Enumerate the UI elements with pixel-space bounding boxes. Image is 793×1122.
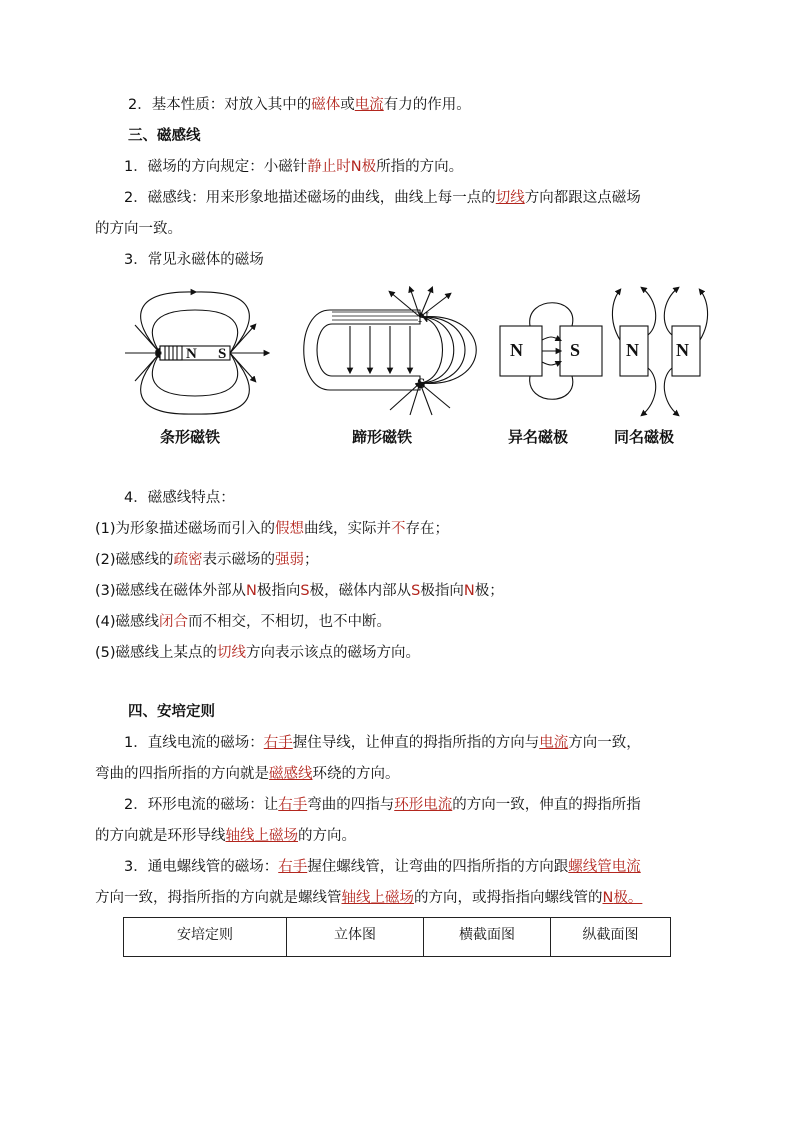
table-header-cell: 立体图 (287, 918, 424, 957)
table-header-cell: 横截面图 (424, 918, 551, 957)
rule-solenoid: 3．通电螺线管的磁场：右手握住螺线管，让弯曲的四指所指的方向跟螺线管电流 (124, 859, 641, 875)
paragraph-magnetic-line-definition-cont: 的方向一致。 (95, 221, 182, 237)
section-heading-magnetic-lines: 三、磁感线 (128, 128, 201, 144)
paragraph-field-direction: 1．磁场的方向规定：小磁针静止时N极所指的方向。 (124, 159, 464, 175)
horseshoe-s-label: S (417, 376, 426, 392)
rule-ring-current-cont: 的方向就是环形导线轴线上磁场的方向。 (95, 828, 356, 844)
table-header-cell: 安培定则 (124, 918, 287, 957)
caption-like-poles: 同名磁极 (614, 428, 675, 446)
feature-5: (5)磁感线上某点的切线方向表示该点的磁场方向。 (95, 645, 421, 661)
rule-solenoid-cont: 方向一致，拇指所指的方向就是螺线管轴线上磁场的方向，或拇指指向螺线管的N极。 (95, 890, 643, 906)
bar-magnet-n-label: N (186, 346, 197, 362)
horseshoe-n-label: N (418, 310, 429, 326)
caption-bar-magnet: 条形磁铁 (160, 428, 221, 446)
rule-ring-current: 2．环形电流的磁场：让右手弯曲的四指与环形电流的方向一致，伸直的拇指所指 (124, 797, 641, 813)
caption-horseshoe-magnet: 蹄形磁铁 (352, 428, 413, 446)
ampere-rule-table (123, 917, 671, 957)
magnet-field-figure (120, 280, 710, 450)
table-header-row (124, 918, 671, 957)
section-heading-ampere-rule: 四、安培定则 (128, 704, 215, 720)
table-header-cell: 纵截面图 (551, 918, 671, 957)
feature-4: (4)磁感线闭合而不相交，不相切，也不中断。 (95, 614, 392, 630)
rule-straight-current-cont: 弯曲的四指所指的方向就是磁感线环绕的方向。 (95, 766, 400, 782)
rule-straight-current: 1．直线电流的磁场：右手握住导线，让伸直的拇指所指的方向与电流方向一致， (124, 735, 641, 751)
opposite-poles-n-label: N (510, 340, 523, 360)
feature-2: (2)磁感线的疏密表示磁场的强弱； (95, 552, 319, 568)
horseshoe-magnet-diagram (304, 288, 477, 415)
paragraph-features-title: 4．磁感线特点： (124, 490, 235, 506)
paragraph-magnetic-line-definition: 2．磁感线：用来形象地描述磁场的曲线，曲线上每一点的切线方向都跟这点磁场 (124, 190, 641, 206)
paragraph-common-magnets: 3．常见永磁体的磁场 (124, 252, 264, 268)
paragraph-basic-property: 2．基本性质：对放入其中的磁体或电流有力的作用。 (128, 97, 471, 113)
bar-magnet-s-label: S (218, 346, 227, 362)
like-poles-left-n-label: N (626, 340, 639, 360)
feature-1: (1)为形象描述磁场而引入的假想曲线，实际并不存在； (95, 521, 450, 537)
caption-opposite-poles: 异名磁极 (508, 428, 569, 446)
feature-3: (3)磁感线在磁体外部从N极指向S极，磁体内部从S极指向N极； (95, 583, 504, 599)
opposite-poles-s-label: S (570, 340, 581, 360)
like-poles-right-n-label: N (676, 340, 689, 360)
